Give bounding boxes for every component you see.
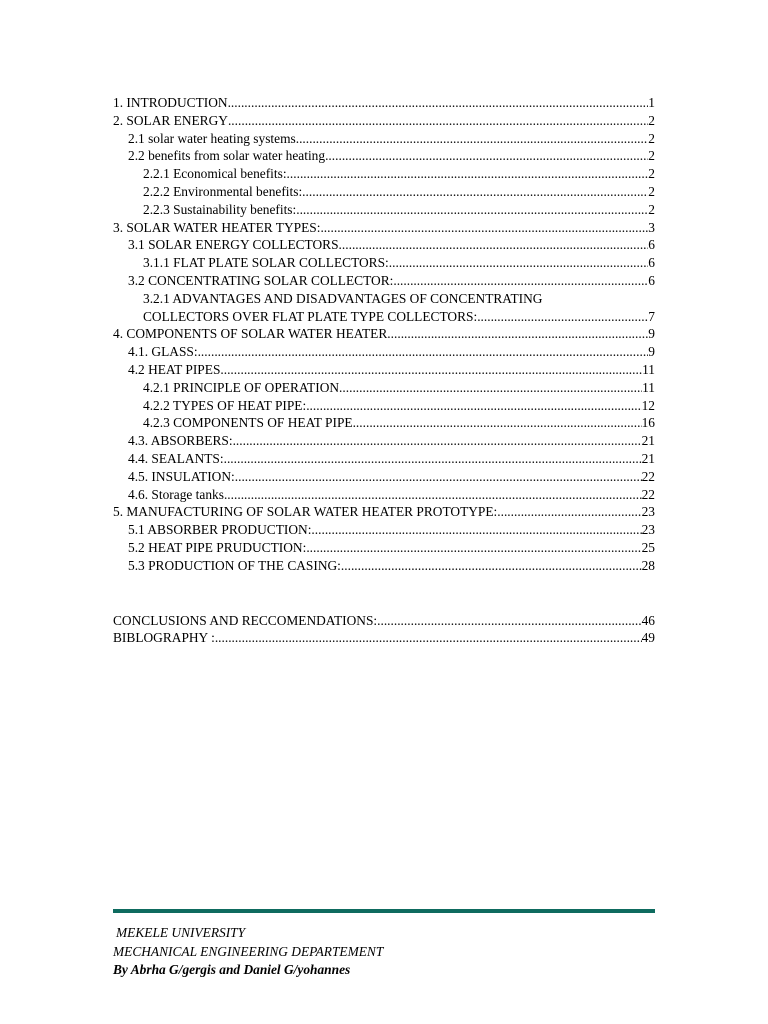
- toc-entry-page-number: 46: [641, 612, 655, 628]
- toc-entry-page-number: 11: [642, 379, 655, 395]
- toc-dot-leader: [497, 503, 641, 521]
- toc-dot-leader: [224, 450, 642, 468]
- toc-entry-title: 3.1 SOLAR ENERGY COLLECTORS: [128, 237, 339, 253]
- toc-entry-page-number: 2: [648, 130, 655, 146]
- toc-entry-title: COLLECTORS OVER FLAT PLATE TYPE COLLECTORS:: [143, 308, 478, 324]
- toc-entry[interactable]: [113, 236, 655, 254]
- toc-entry[interactable]: [113, 486, 655, 504]
- toc-dot-leader: [287, 165, 649, 183]
- toc-entry[interactable]: [113, 629, 655, 647]
- page-footer: [113, 924, 383, 980]
- toc-dot-leader: [296, 130, 649, 148]
- toc-entry-title: 1. INTRODUCTION: [113, 95, 228, 110]
- toc-entry-title: 5.3 PRODUCTION OF THE CASING:: [128, 557, 341, 573]
- toc-dot-leader: [296, 201, 648, 219]
- toc-dot-leader: [387, 325, 648, 343]
- toc-entry-title: 3. SOLAR WATER HEATER TYPES:: [113, 219, 321, 235]
- toc-entry-title: 4.2.2 TYPES OF HEAT PIPE:: [143, 397, 307, 413]
- toc-entry-title: 3.1.1 FLAT PLATE SOLAR COLLECTORS:: [143, 255, 389, 271]
- toc-entry-title: BIBLOGRAPHY :: [113, 630, 215, 646]
- toc-entry-page-number: 2: [648, 183, 655, 199]
- toc-entry-title: 5.1 ABSORBER PRODUCTION:: [128, 522, 312, 538]
- toc-entry-page-number: 3: [648, 219, 655, 235]
- toc-entry-title: 2.1 solar water heating systems: [128, 130, 296, 146]
- toc-entry[interactable]: [113, 219, 655, 237]
- toc-entry-page-number: 6: [648, 255, 655, 271]
- toc-entry[interactable]: [113, 361, 655, 379]
- toc-dot-leader: [235, 468, 642, 486]
- toc-entry-title: 4.3. ABSORBERS:: [128, 433, 233, 449]
- toc-dot-leader: [389, 254, 649, 272]
- toc-entry[interactable]: [113, 165, 655, 183]
- toc-entry-page-number: 12: [641, 397, 655, 413]
- toc-entry-title: 4.4. SEALANTS:: [128, 450, 224, 466]
- toc-dot-leader: [198, 343, 649, 361]
- toc-dot-leader: [353, 414, 642, 432]
- toc-entry[interactable]: [113, 254, 655, 272]
- toc-entry-page-number: 9: [648, 344, 655, 360]
- toc-dot-leader: [228, 112, 648, 130]
- toc-entry[interactable]: [113, 272, 655, 290]
- toc-dot-leader: [215, 629, 642, 647]
- toc-entry-title: 4.2.1 PRINCIPLE OF OPERATION: [143, 379, 340, 395]
- toc-entry-title: 4.5. INSULATION:: [128, 468, 235, 484]
- toc-entry-page-number: 2: [648, 201, 655, 217]
- toc-entry[interactable]: [113, 503, 655, 521]
- toc-entry-title: 3.2 CONCENTRATING SOLAR COLLECTOR:: [128, 272, 394, 288]
- footer-university: MEKELE UNIVERSITY: [116, 925, 246, 940]
- toc-dot-leader: [377, 612, 641, 630]
- toc-entry-page-number: 23: [641, 522, 655, 538]
- toc-entry[interactable]: [113, 343, 655, 361]
- toc-entry-title: 4.2.3 COMPONENTS OF HEAT PIPE: [143, 415, 353, 431]
- toc-entry-page-number: 2: [648, 112, 655, 128]
- table-of-contents: [113, 94, 655, 647]
- toc-entry-title: 4.6. Storage tanks: [128, 486, 224, 502]
- toc-entry-title-line: 3.2.1 ADVANTAGES AND DISADVANTAGES OF CONCENTRATING: [143, 290, 543, 306]
- toc-entry[interactable]: [113, 147, 655, 165]
- toc-entry-title: 2.2.2 Environmental benefits:: [143, 183, 303, 199]
- toc-entry-title: 2. SOLAR ENERGY: [113, 112, 228, 128]
- toc-dot-leader: [339, 379, 642, 397]
- toc-dot-leader: [220, 361, 642, 379]
- toc-dot-leader: [341, 557, 642, 575]
- footer-authors: By Abrha G/gergis and Daniel G/yohannes: [113, 962, 351, 977]
- toc-entry[interactable]: [113, 308, 655, 326]
- toc-entry-page-number: 22: [641, 486, 655, 502]
- toc-entry-page-number: 49: [641, 630, 655, 646]
- toc-dot-leader: [306, 397, 641, 415]
- toc-entry-title: 4.2 HEAT PIPES: [128, 361, 221, 377]
- toc-entry-title: 5. MANUFACTURING OF SOLAR WATER HEATER PROTOTYPE:: [113, 504, 498, 520]
- toc-dot-leader: [228, 94, 649, 112]
- toc-entry-title: 2.2 benefits from solar water heating: [128, 148, 326, 164]
- toc-dot-leader: [477, 308, 648, 326]
- toc-entry-page-number: 6: [648, 237, 655, 253]
- toc-entry[interactable]: [113, 201, 655, 219]
- toc-entry-page-number: 7: [648, 308, 655, 324]
- toc-dot-leader: [311, 521, 641, 539]
- toc-entry[interactable]: [113, 468, 655, 486]
- toc-entry-page-number: 28: [641, 557, 655, 573]
- toc-entry[interactable]: [113, 539, 655, 557]
- toc-entry[interactable]: [113, 521, 655, 539]
- toc-entry-page-number: 2: [648, 166, 655, 182]
- toc-entry-page-number: 22: [641, 468, 655, 484]
- toc-entry-title: 4.1. GLASS:: [128, 344, 198, 360]
- toc-entry-page-number: 11: [642, 361, 655, 377]
- toc-entry-title: 2.2.3 Sustainability benefits:: [143, 201, 297, 217]
- footer-rule: [113, 909, 655, 913]
- toc-entry[interactable]: [113, 612, 655, 630]
- toc-dot-leader: [320, 219, 648, 237]
- toc-entry[interactable]: [113, 183, 655, 201]
- toc-entry-page-number: 25: [641, 539, 655, 555]
- toc-dot-leader: [233, 432, 642, 450]
- toc-entry[interactable]: [113, 325, 655, 343]
- toc-entry[interactable]: [113, 414, 655, 432]
- toc-entry-title: 4. COMPONENTS OF SOLAR WATER HEATER: [113, 326, 388, 342]
- toc-entry[interactable]: [113, 94, 655, 112]
- toc-entry-title: 5.2 HEAT PIPE PRUDUCTION:: [128, 539, 307, 555]
- toc-entry-page-number: 21: [641, 433, 655, 449]
- footer-department: MECHANICAL ENGINEERING DEPARTEMENT: [113, 943, 384, 959]
- toc-dot-leader: [224, 486, 642, 504]
- toc-dot-leader: [339, 236, 649, 254]
- toc-entry-page-number: 16: [641, 415, 655, 431]
- toc-entry-page-number: 23: [641, 504, 655, 520]
- toc-entry[interactable]: [113, 397, 655, 415]
- toc-entry-page-number: 6: [648, 272, 655, 288]
- toc-entry[interactable]: [113, 450, 655, 468]
- toc-dot-leader: [302, 183, 648, 201]
- toc-entry-page-number: 9: [648, 326, 655, 342]
- toc-entry[interactable]: [113, 557, 655, 575]
- toc-dot-leader: [306, 539, 641, 557]
- toc-entry[interactable]: [113, 379, 655, 397]
- toc-entry[interactable]: [113, 112, 655, 130]
- toc-entry-title: 2.2.1 Economical benefits:: [143, 166, 287, 182]
- toc-dot-leader: [393, 272, 648, 290]
- toc-entry-page-number: 2: [648, 148, 655, 164]
- toc-entry-page-number: 21: [641, 450, 655, 466]
- toc-entry[interactable]: [113, 432, 655, 450]
- toc-entry[interactable]: [113, 130, 655, 148]
- toc-dot-leader: [325, 147, 648, 165]
- toc-entry-title: CONCLUSIONS AND RECCOMENDATIONS:: [113, 612, 378, 628]
- toc-entry-page-number: 1: [648, 95, 655, 110]
